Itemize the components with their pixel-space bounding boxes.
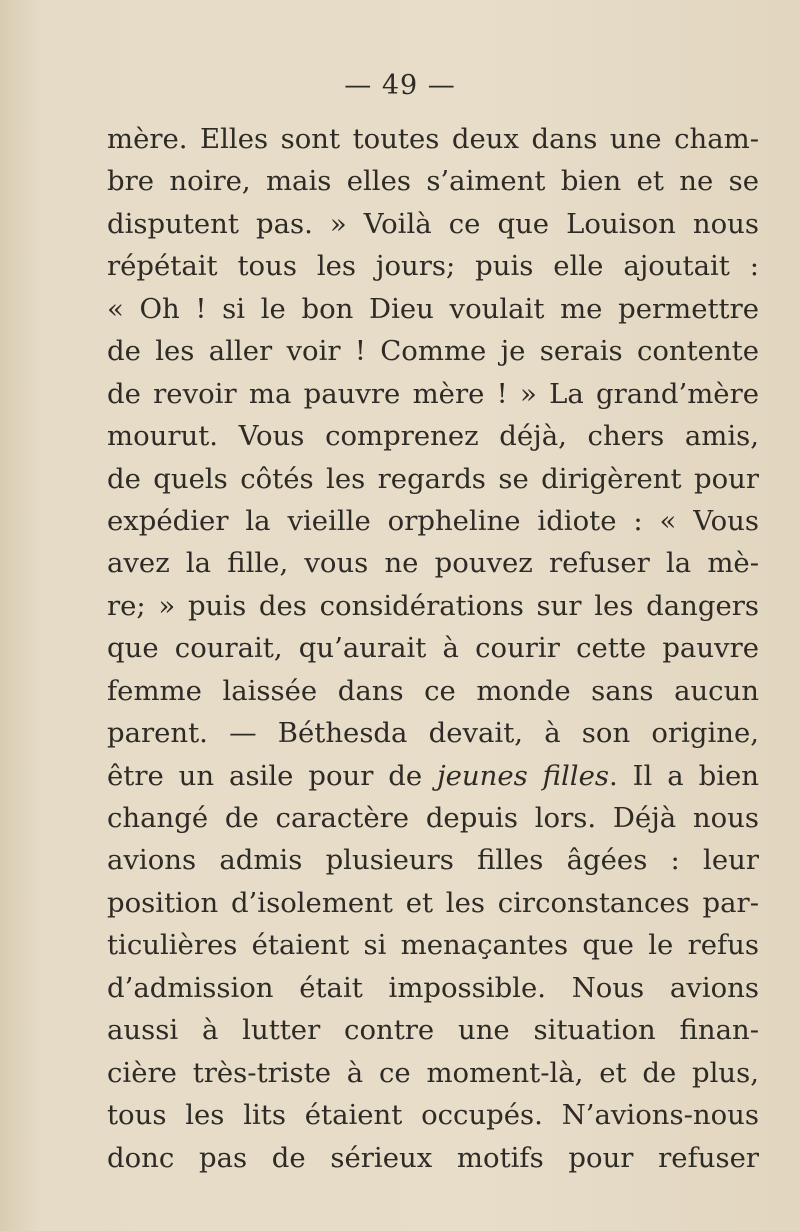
text-line: avions admis plusieurs filles âgées : leur <box>107 844 759 877</box>
text-line: bre noire, mais elles s’aiment bien et ne se <box>107 165 759 198</box>
text-line: mère. Elles sont toutes deux dans une cham- <box>107 123 759 155</box>
text-line: ticulières étaient si menaçantes que le refus <box>107 929 759 962</box>
text-line-with-italic <box>107 755 759 797</box>
text-line: femme laissée dans ce monde sans aucun <box>107 674 759 707</box>
text-line: que courait, qu’aurait à courir cette pauvre <box>107 632 759 665</box>
italic-phrase: jeunes filles <box>437 759 609 792</box>
text-line: de revoir ma pauvre mère ! » La grand’mère <box>107 377 759 410</box>
text-line: donc pas de sérieux motifs pour refuser <box>107 1141 759 1174</box>
text-segment: être un asile pour de <box>107 759 438 792</box>
text-line: disputent pas. » Voilà ce que Louison nous <box>107 207 759 240</box>
text-line: « Oh ! si le bon Dieu voulait me permettre <box>107 292 759 325</box>
text-line: de les aller voir ! Comme je serais contente <box>107 335 759 368</box>
text-line: d’admission était impossible. Nous avions <box>107 971 759 1004</box>
text-line: cière très-triste à ce moment-là, et de plus, <box>107 1056 759 1089</box>
text-line: de quels côtés les regards se dirigèrent pour <box>107 462 759 495</box>
text-line: mourut. Vous comprenez déjà, chers amis, <box>107 420 759 453</box>
text-line: parent. — Béthesda devait, à son origine, <box>107 717 759 750</box>
text-line: répétait tous les jours; puis elle ajoutait : <box>107 250 759 283</box>
text-line: changé de caractère depuis lors. Déjà nous <box>107 802 759 834</box>
text-line: re; » puis des considérations sur les dangers <box>107 589 759 622</box>
body-text <box>107 118 759 1179</box>
page-number: — 49 — <box>344 70 456 101</box>
text-line: tous les lits étaient occupés. N’avions-nous <box>107 1099 759 1132</box>
text-line: avez la fille, vous ne pouvez refuser la mè- <box>107 547 759 580</box>
text-segment: . Il a bien <box>609 759 759 792</box>
text-line: expédier la vieille orpheline idiote : « Vous <box>107 504 759 537</box>
text-line: position d’isolement et les circonstances par- <box>107 886 759 919</box>
text-line: aussi à lutter contre une situation finan- <box>107 1014 759 1047</box>
